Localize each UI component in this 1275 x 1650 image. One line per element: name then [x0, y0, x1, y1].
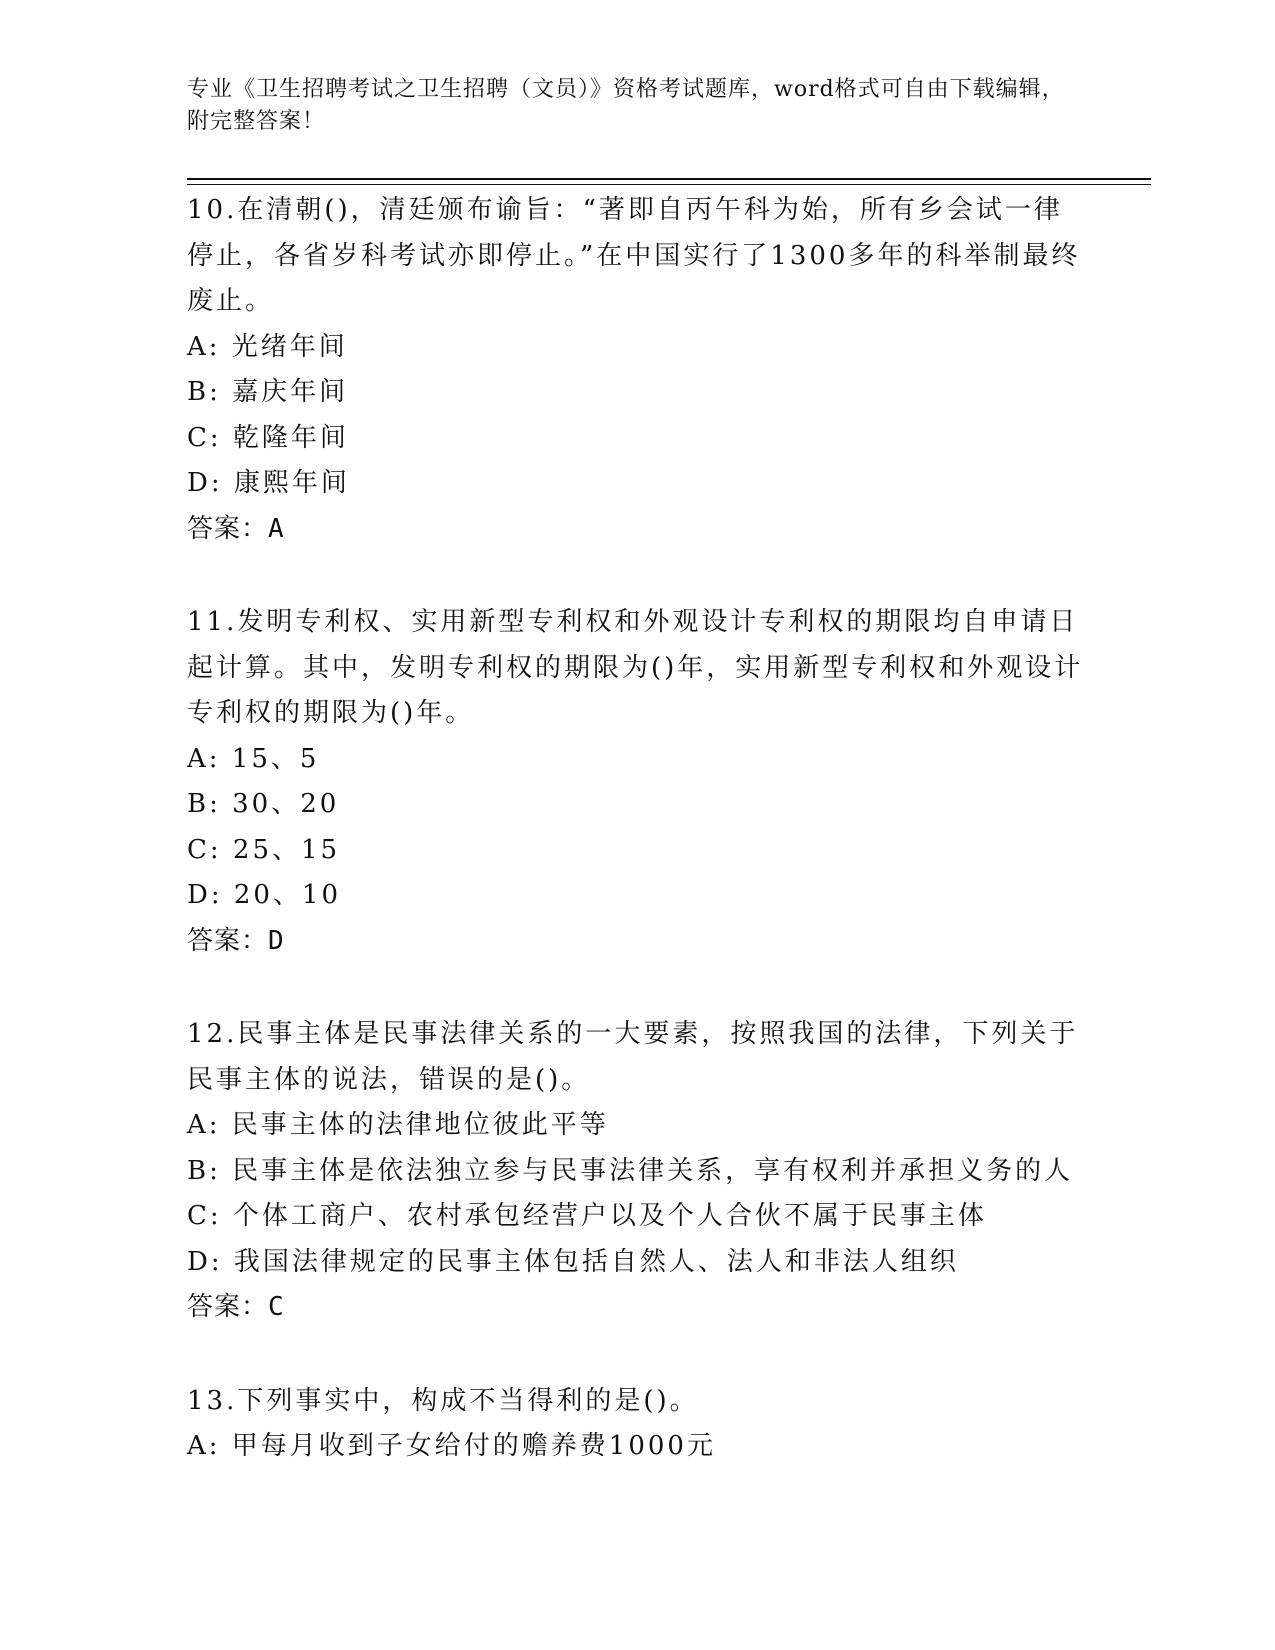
answer-line [187, 507, 1087, 553]
answer-line [187, 1285, 1087, 1331]
option-d: D: 我国法律规定的民事主体包括自然人、法人和非法人组织 [187, 1246, 959, 1277]
answer-key: A [268, 513, 285, 544]
option-d: D: 康熙年间 [187, 468, 350, 498]
option-b: B: 嘉庆年间 [187, 377, 349, 407]
answer-key: D [268, 925, 285, 956]
question-list [187, 188, 1087, 1518]
option-d: D: 20、10 [187, 880, 342, 910]
header-divider-thin [187, 184, 1151, 185]
option-b: B: 30、20 [187, 789, 340, 819]
option-a: A: 民事主体的法律地位彼此平等 [187, 1110, 609, 1140]
option-b: B: 民事主体是依法独立参与民事法律关系，享有权利并承担义务的人 [187, 1155, 1074, 1186]
option-c: C: 乾隆年间 [187, 422, 349, 453]
question-13 [187, 1379, 1087, 1470]
answer-label: 答案： [187, 513, 269, 544]
question-text: 11.发明专利权、实用新型专利权和外观设计专利权的期限均自申请日起计算。其中，发明专利权的期限为()年，实用新型专利权和外观设计专利权的期限为()年。 [187, 607, 1084, 728]
question-text: 10.在清朝()，清廷颁布谕旨：“著即自丙午科为始，所有乡会试一律停止，各省岁科考试亦即停止。”在中国实行了1300多年的科举制最终废止。 [187, 195, 1081, 316]
answer-label: 答案： [187, 1292, 269, 1322]
answer-label: 答案： [187, 925, 269, 956]
option-c: C: 25、15 [187, 834, 341, 865]
page-header: 专业《卫生招聘考试之卫生招聘（文员）》资格考试题库，word格式可自由下载编辑，附完整答案！ [187, 77, 1065, 134]
header-divider-thick [187, 178, 1151, 180]
question-11 [187, 600, 1087, 964]
option-a: A: 15、5 [187, 743, 320, 774]
question-12 [187, 1012, 1087, 1331]
answer-key: C [268, 1292, 285, 1322]
question-text: 12.民事主体是民事法律关系的一大要素，按照我国的法律，下列关于民事主体的说法，错误的是()。 [187, 1019, 1079, 1095]
option-c: C: 个体工商户、农村承包经营户以及个人合伙不属于民事主体 [187, 1201, 987, 1231]
question-text: 13.下列事实中，构成不当得利的是()。 [187, 1385, 699, 1416]
option-a: A: 光绪年间 [187, 331, 348, 362]
option-a: A: 甲每月收到子女给付的赡养费1000元 [187, 1431, 716, 1461]
question-10 [187, 188, 1087, 552]
answer-line [187, 919, 1087, 965]
